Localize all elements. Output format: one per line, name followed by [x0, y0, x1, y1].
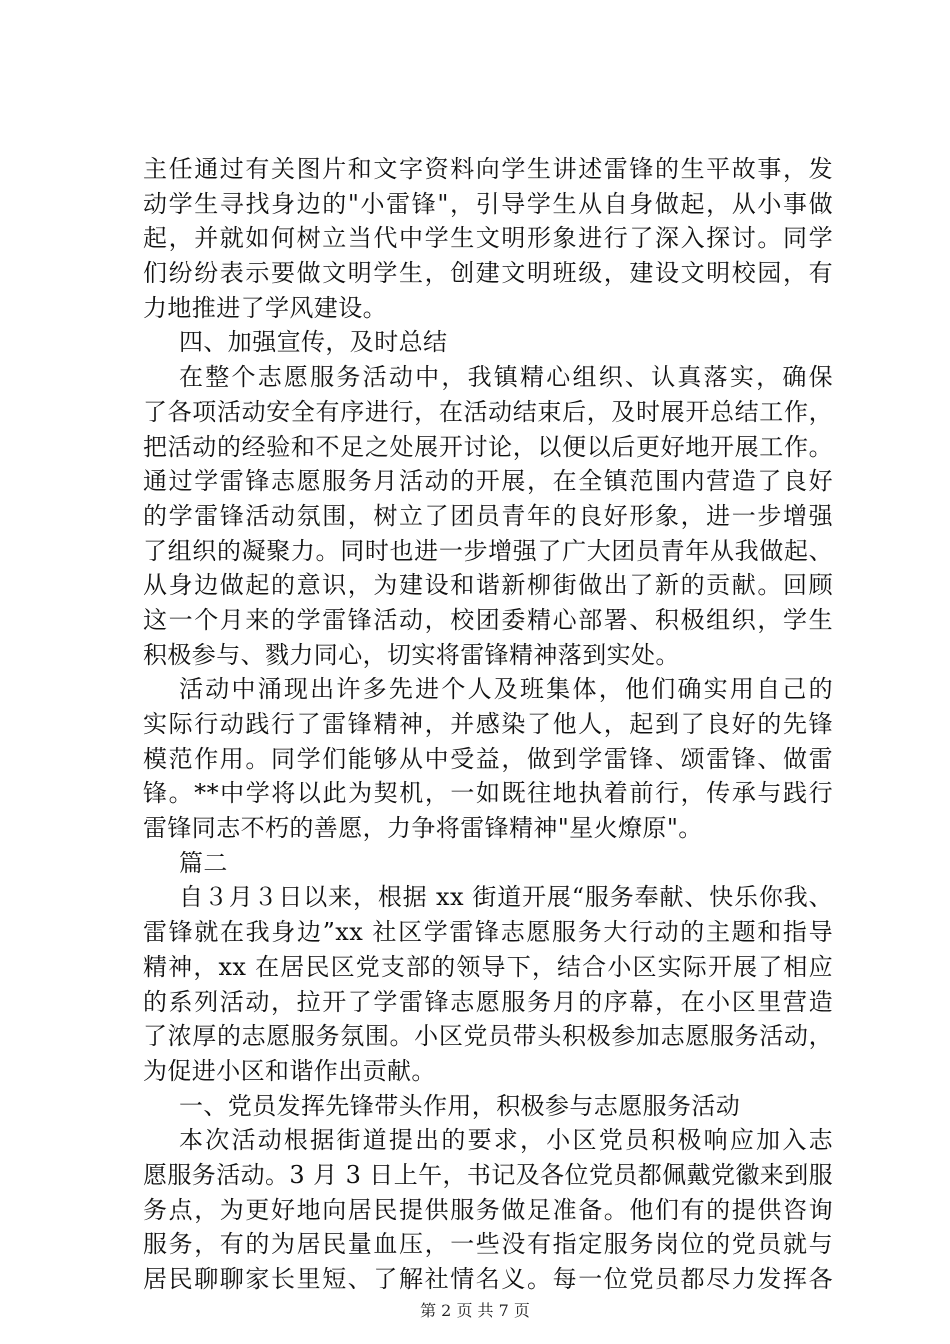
text-line: 积极参与、戮力同心，切实将雷锋精神落到实处。 — [143, 640, 680, 669]
text-line: 锋。**中学将以此为契机，一如既往地执着前行，传承与践行 — [143, 779, 833, 808]
text-line: 力地推进了学风建设。 — [143, 293, 387, 322]
document-body — [143, 152, 833, 1297]
page-number-footer: 第 2 页 共 7 页 — [420, 1301, 530, 1320]
text-line: 动学生寻找身边的"小雷锋"，引导学生从自身做起，从小事做 — [143, 189, 833, 218]
text-line: 本次活动根据街道提出的要求，小区党员积极响应加入志 — [179, 1126, 833, 1155]
text-line: 起，并就如何树立当代中学生文明形象进行了深入探讨。同学 — [143, 224, 833, 253]
text-line: 篇二 — [179, 848, 228, 877]
text-line: 的系列活动，拉开了学雷锋志愿服务月的序幕，在小区里营造 — [143, 987, 833, 1016]
text-line: 这一个月来的学雷锋活动，校团委精心部署、积极组织，学生 — [143, 605, 833, 634]
text-line: 四、加强宣传，及时总结 — [179, 328, 448, 357]
text-line: 雷锋同志不朽的善愿，力争将雷锋精神"星火燎原"。 — [143, 814, 703, 843]
text-line: 们纷纷表示要做文明学生，创建文明班级，建设文明校园，有 — [143, 259, 833, 288]
text-line: 服务，有的为居民量血压，一些没有指定服务岗位的党员就与 — [143, 1230, 833, 1259]
text-line: 从身边做起的意识，为建设和谐新柳街做出了新的贡献。回顾 — [143, 571, 833, 600]
text-line: 雷锋就在我身边”xx 社区学雷锋志愿服务大行动的主题和指导 — [143, 918, 833, 947]
text-line: 把活动的经验和不足之处展开讨论，以便以后更好地开展工作。 — [143, 432, 833, 461]
text-line: 一、党员发挥先锋带头作用，积极参与志愿服务活动 — [179, 1091, 741, 1120]
text-line: 愿服务活动。3 月 3 日上午，书记及各位党员都佩戴党徽来到服 — [143, 1160, 833, 1189]
text-line: 精神，xx 在居民区党支部的领导下，结合小区实际开展了相应 — [143, 952, 833, 981]
text-line: 务点，为更好地向居民提供服务做足准备。他们有的提供咨询 — [143, 1195, 833, 1224]
text-line: 自３月３日以来，根据 xx 街道开展“服务奉献、快乐你我、 — [179, 883, 833, 912]
text-line: 模范作用。同学们能够从中受益，做到学雷锋、颂雷锋、做雷 — [143, 744, 833, 773]
text-line: 了各项活动安全有序进行，在活动结束后，及时展开总结工作， — [143, 397, 833, 426]
text-line: 实际行动践行了雷锋精神，并感染了他人，起到了良好的先锋 — [143, 710, 833, 738]
text-line: 为促进小区和谐作出贡献。 — [143, 1056, 436, 1085]
text-line: 了组织的凝聚力。同时也进一步增强了广大团员青年从我做起、 — [143, 536, 833, 565]
text-line: 主任通过有关图片和文字资料向学生讲述雷锋的生平故事，发 — [143, 155, 833, 183]
text-line: 在整个志愿服务活动中，我镇精心组织、认真落实，确保 — [179, 363, 833, 392]
text-line: 居民聊聊家长里短、了解社情名义。每一位党员都尽力发挥各 — [143, 1265, 833, 1293]
text-line: 的学雷锋活动氛围，树立了团员青年的良好形象，进一步增强 — [143, 501, 833, 530]
text-line: 通过学雷锋志愿服务月活动的开展，在全镇范围内营造了良好 — [143, 467, 833, 496]
text-line: 活动中涌现出许多先进个人及班集体，他们确实用自己的 — [179, 675, 833, 704]
text-line: 了浓厚的志愿服务氛围。小区党员带头积极参加志愿服务活动， — [143, 1022, 833, 1051]
